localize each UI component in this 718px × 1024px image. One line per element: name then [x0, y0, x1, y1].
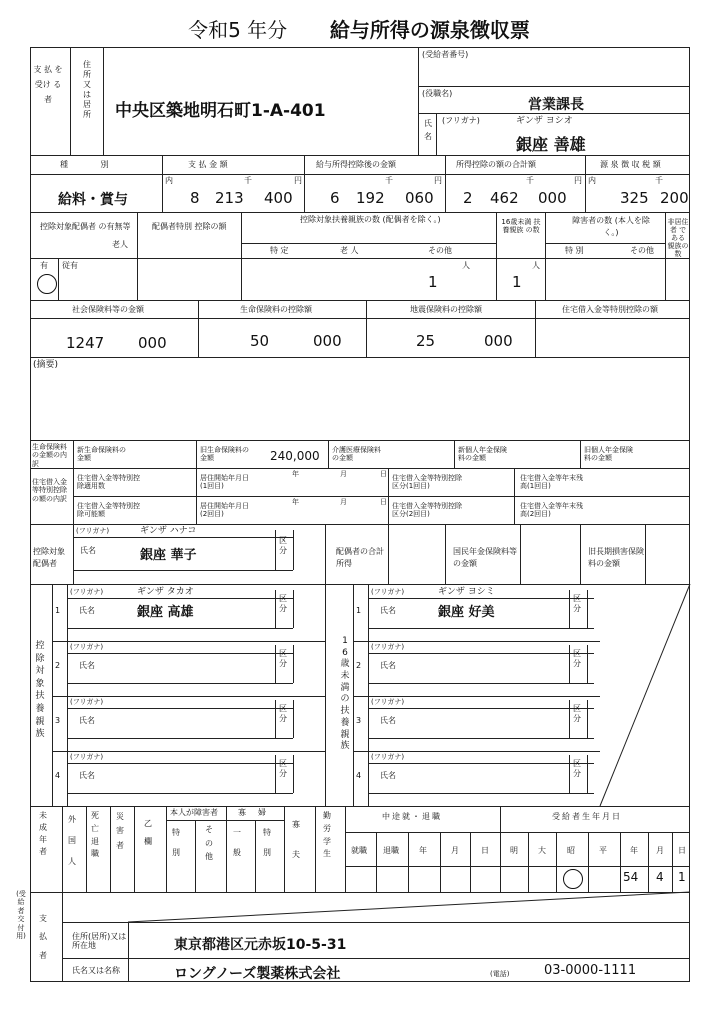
furigana-label: (フリガナ) [70, 698, 104, 706]
spouse-income-label: 配偶者の合計所得 [336, 547, 384, 568]
elderly-label: 老人 [112, 240, 128, 249]
payer-name: ロングノーズ製薬株式会社 [174, 966, 341, 982]
title-era: 令和5 年分 [188, 18, 288, 42]
deduction-total-thousand: 462 [490, 189, 519, 207]
remarks-label: (摘要) [33, 360, 59, 370]
payer-address: 東京都港区元赤坂10-5-31 [174, 937, 347, 953]
payer-label: 支払者 [39, 914, 47, 960]
dependent-row-number: 4 [356, 771, 362, 780]
kubun-label: 区分 [279, 594, 287, 614]
after-deduction-yen: 060 [405, 189, 434, 207]
kubun-label: 区分 [573, 649, 581, 669]
other-dependent-count: 1 [428, 273, 438, 291]
heisei-label: 平 [599, 846, 607, 855]
single-label: 寡夫 [292, 820, 300, 860]
quake-insurance-label: 地震保険料の控除額 [410, 305, 482, 314]
housing-month-2: 月 [340, 498, 347, 506]
disabled-header: 本人が障害者 [170, 808, 218, 817]
housing-year-2: 年 [292, 498, 299, 506]
header-after-deduction: 給与所得控除後の金額 [316, 160, 396, 169]
deduction-total-million: 2 [463, 189, 473, 207]
specific-label: 特 定 [270, 246, 289, 255]
recipient-number-label: (受給者番号) [422, 50, 469, 59]
dependent-name: 銀座 好美 [438, 605, 495, 620]
recipient-name: 銀座 善雄 [516, 135, 586, 154]
nonresident-label: 非居住者 である 親族の数 [667, 218, 689, 259]
kubun-label: 区分 [279, 649, 287, 669]
dependent-row-number: 3 [55, 716, 61, 725]
otsu-label: 乙欄 [144, 819, 152, 846]
deduction-total-yen: 000 [538, 189, 567, 207]
name-label: 氏名 [79, 606, 95, 615]
student-label: 勤労学生 [323, 811, 331, 859]
dependent-furigana: ギンザ ヨシミ [438, 587, 495, 597]
old-life-label: 旧生命保険料の金額 [200, 446, 249, 463]
kubun-label: 区分 [279, 704, 287, 724]
pension-label: 国民年金保険料等の金額 [453, 547, 517, 568]
new-life-label: 新生命保険料の金額 [77, 446, 126, 463]
under16-count: 1 [512, 273, 522, 291]
showa-label: 昭 [567, 846, 575, 855]
life-detail-label: 生命保険料の金額の内訳 [32, 443, 67, 468]
unit-thousand: 千 [385, 176, 393, 185]
unit-yen: 円 [434, 176, 442, 185]
under16-people: 人 [532, 261, 540, 270]
payer-address-label: 住所(居所)又は所在地 [72, 932, 127, 951]
furigana-label: (フリガナ) [371, 588, 405, 596]
tax-thousand: 325 [620, 189, 649, 207]
address-label: 住所又は居所 [83, 60, 91, 119]
widow-general-label: 一般 [233, 828, 241, 857]
dependent-furigana: ギンザ タカオ [137, 587, 194, 597]
disabled-other-label: その他 [630, 246, 654, 255]
midyear-month: 月 [451, 846, 459, 855]
social-insurance-label: 社会保険料等の金額 [72, 305, 144, 314]
housing-balance1-label: 住宅借入金等年末残高(1回目) [520, 474, 583, 491]
death-label: 死亡退職 [91, 811, 99, 859]
disaster-label: 災害者 [116, 812, 124, 850]
housing-kubun1-label: 住宅借入金等特別控除区分(1回目) [392, 474, 462, 491]
payment-yen: 400 [264, 189, 293, 207]
housing-balance2-label: 住宅借入金等年末残高(2回目) [520, 502, 583, 519]
dependent-row-number: 1 [356, 606, 362, 615]
kubun-label: 区分 [573, 759, 581, 779]
spouse-special-label: 配偶者特別 控除の額 [152, 222, 227, 231]
tax-yen: 200 [660, 189, 689, 207]
furigana-label: (フリガナ) [442, 116, 480, 125]
name-label: 氏名 [380, 606, 396, 615]
spouse-kubun-label: 区分 [279, 536, 287, 556]
spouse-name-label: 氏名 [80, 546, 96, 555]
social-insurance-yen: 000 [138, 334, 167, 352]
care-insurance-label: 介護医療保険料の金額 [332, 446, 381, 463]
payer-phone: 03-0000-1111 [544, 963, 637, 978]
taisho-label: 大 [538, 846, 546, 855]
recipient-address: 中央区築地明石町1-A-401 [115, 101, 326, 121]
birth-label: 受給者生年月日 [552, 812, 622, 821]
position-label: (役職名) [422, 89, 453, 98]
copy-side-label: (受給者交付用) [16, 890, 26, 940]
name-label: 氏名 [380, 716, 396, 725]
spouse-furigana-label: (フリガナ) [76, 527, 110, 535]
birth-day-label: 日 [678, 846, 686, 855]
other-label: その他 [428, 246, 452, 255]
unit-thousand: 千 [244, 176, 252, 185]
housing-count-label: 住宅借入金等特別控除適用数 [77, 474, 140, 491]
housing-start2-label: 居住開始年月日(2回目) [200, 502, 249, 519]
dependent-name: 銀座 高雄 [137, 605, 194, 620]
header-tax: 源 泉 徴 収 税 額 [600, 160, 661, 169]
header-type: 種 別 [60, 160, 109, 169]
life-insurance-yen: 000 [313, 332, 342, 350]
housing-month-1: 月 [340, 470, 347, 478]
dependent-row-number: 3 [356, 716, 362, 725]
title-main: 給与所得の源泉徴収票 [329, 18, 530, 42]
header-deduction-total: 所得控除の額の合計額 [456, 160, 536, 169]
midyear-label: 中途就・退職 [382, 812, 442, 821]
name-label: 氏名 [79, 716, 95, 725]
dependent-count-label: 控除対象扶養親族の数 (配偶者を除く。) [300, 215, 441, 224]
after-deduction-thousand: 192 [356, 189, 385, 207]
header-payment: 支 払 金 額 [188, 160, 228, 169]
old-long-label: 旧長期損害保険料の金額 [588, 547, 644, 568]
birth-month: 4 [656, 870, 664, 884]
payment-million: 8 [190, 189, 200, 207]
recipient-section-label: 支 払 を受け る 者 [33, 65, 63, 105]
subordinate-label: 従有 [62, 261, 78, 270]
birth-year-label: 年 [630, 846, 638, 855]
birth-year: 54 [623, 870, 639, 884]
housing-day-1: 日 [380, 470, 387, 478]
midyear-year: 年 [419, 846, 427, 855]
kubun-label: 区分 [279, 759, 287, 779]
income-type: 給料・賞与 [58, 192, 128, 208]
foreign-label: 外国人 [68, 815, 76, 866]
dis-special-label: 特別 [172, 828, 180, 857]
furigana-label: (フリガナ) [70, 643, 104, 651]
dependent-row-number: 2 [356, 661, 362, 670]
retire-label: 退職 [383, 846, 399, 855]
housing-kubun2-label: 住宅借入金等特別控除区分(2回目) [392, 502, 462, 519]
dis-other-label: その他 [205, 825, 213, 862]
furigana-label: (フリガナ) [371, 643, 405, 651]
phone-label: (電話) [490, 970, 510, 978]
other-count-people: 人 [462, 261, 470, 270]
recipient-furigana: ギンザ ヨシオ [516, 116, 573, 126]
recipient-position: 営業課長 [528, 97, 584, 113]
kubun-label: 区分 [573, 704, 581, 724]
old-life-value: 240,000 [270, 449, 320, 463]
housing-year-1: 年 [292, 470, 299, 478]
dependent-row-number: 1 [55, 606, 61, 615]
payer-name-label: 氏名又は名称 [72, 966, 120, 975]
furigana-label: (フリガナ) [371, 753, 405, 761]
housing-detail-label: 住宅借入金等特別控除の額の内訳 [32, 478, 67, 503]
life-insurance-thousand: 50 [250, 332, 270, 350]
furigana-label: (フリガナ) [70, 588, 104, 596]
dependent-row-number: 4 [55, 771, 61, 780]
disabled-label: 障害者の数 (本人を除く。) [572, 216, 650, 237]
has-label: 有 [40, 261, 48, 270]
meiji-label: 明 [510, 846, 518, 855]
name-label: 氏名 [79, 771, 95, 780]
housing-day-2: 日 [380, 498, 387, 506]
widow-header: 寡婦 [238, 808, 278, 817]
widow-special-label: 特別 [263, 828, 271, 857]
spouse-furigana: ギンザ ハナコ [140, 526, 197, 536]
life-insurance-label: 生命保険料の控除額 [240, 305, 312, 314]
hire-label: 就職 [351, 846, 367, 855]
payment-thousand: 213 [215, 189, 244, 207]
kubun-label: 区分 [573, 594, 581, 614]
midyear-day: 日 [481, 846, 489, 855]
unit-in: 内 [588, 176, 596, 185]
unit-in: 内 [165, 176, 173, 185]
right-dependents-label: 16歳未満の扶養親族 [340, 636, 350, 752]
left-dependents-label: 控除対象扶養親族 [35, 641, 45, 740]
housing-start1-label: 居住開始年月日(1回目) [200, 474, 249, 491]
new-pension-label: 新個人年金保険料の金額 [458, 446, 507, 463]
quake-insurance-thousand: 25 [416, 332, 436, 350]
under16-label: 16歳未満 扶養親族 の数 [501, 218, 541, 235]
name-label: 氏名 [79, 661, 95, 670]
unit-thousand: 千 [655, 176, 663, 185]
name-label: 氏名 [380, 661, 396, 670]
quake-insurance-yen: 000 [484, 332, 513, 350]
birth-day: 1 [678, 870, 686, 884]
housing-possible-label: 住宅借入金等特別控除可能額 [77, 502, 140, 519]
special-label: 特 別 [565, 246, 584, 255]
old-pension-label: 旧個人年金保険料の金額 [584, 446, 633, 463]
social-insurance-thousand: 1247 [66, 334, 105, 352]
minor-label: 未成年者 [39, 811, 47, 856]
elderly2-label: 老 人 [340, 246, 359, 255]
dependent-row-number: 2 [55, 661, 61, 670]
spouse-label: 控除対象配偶者 [33, 547, 65, 568]
name-label: 氏名 [380, 771, 396, 780]
spouse-status-label: 控除対象配偶者 の有無等 [40, 222, 131, 231]
unit-yen: 円 [574, 176, 582, 185]
name-label: 氏 名 [424, 119, 432, 141]
after-deduction-million: 6 [330, 189, 340, 207]
birth-month-label: 月 [656, 846, 664, 855]
housing-deduction-label: 住宅借入金等特別控除の額 [562, 305, 658, 314]
spouse-name: 銀座 華子 [140, 548, 197, 563]
furigana-label: (フリガナ) [70, 753, 104, 761]
furigana-label: (フリガナ) [371, 698, 405, 706]
unit-yen: 円 [294, 176, 302, 185]
unit-thousand: 千 [526, 176, 534, 185]
